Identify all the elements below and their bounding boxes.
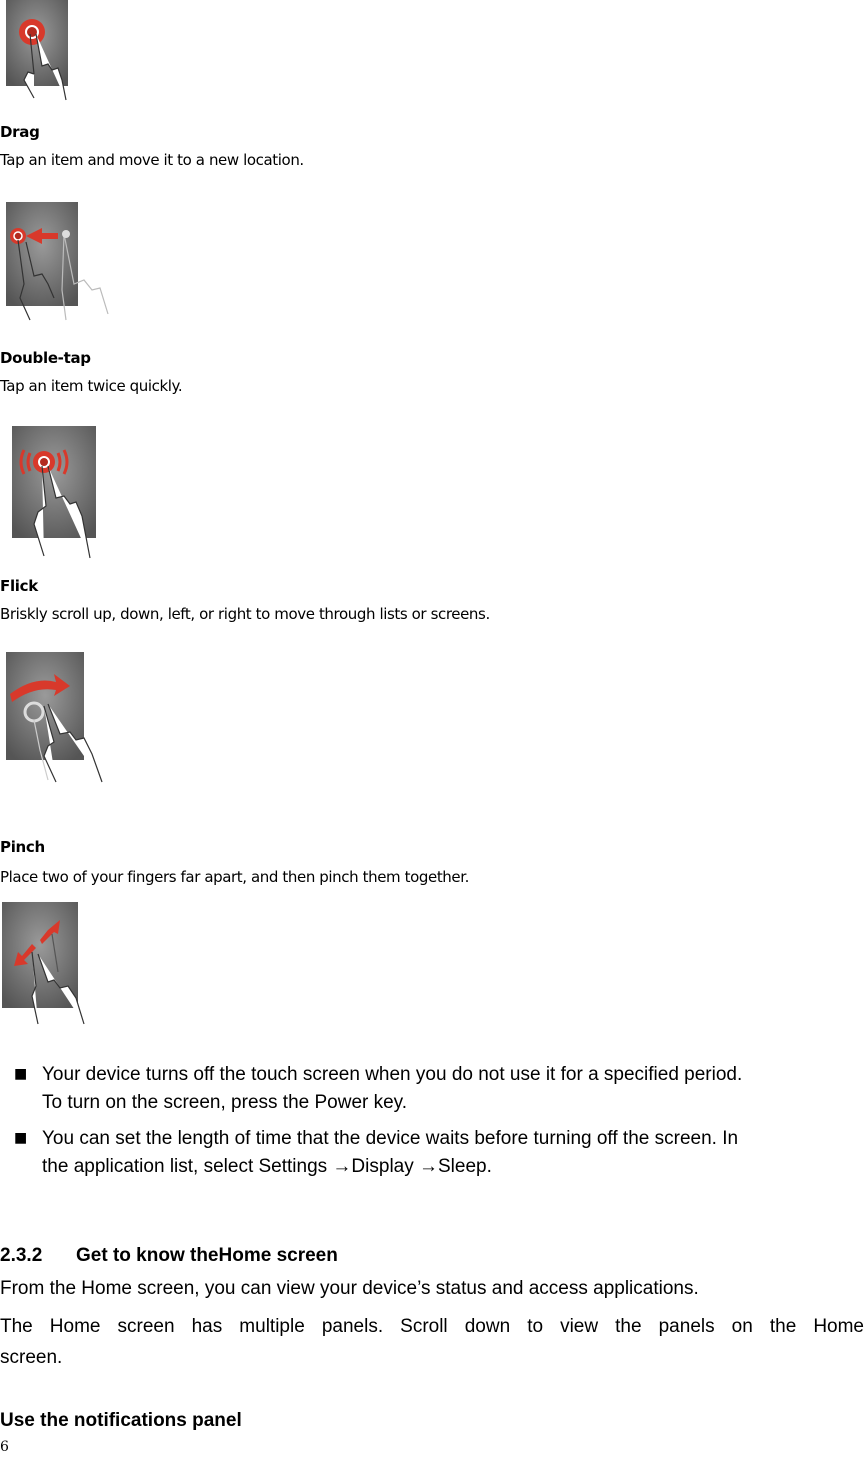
- body-paragraph: From the Home screen, you can view your device’s status and access applications.: [0, 1278, 699, 1299]
- body-paragraph: screen.: [0, 1347, 63, 1368]
- pinch-gesture-image: [2, 896, 102, 1026]
- drag-gesture-image: [4, 194, 116, 326]
- section-number: 2.3.2: [0, 1245, 43, 1266]
- note-line: the application list, select Settings →Display →Sleep.: [42, 1156, 492, 1177]
- note-line: To turn on the screen, press the Power key.: [42, 1092, 408, 1113]
- page-number: 6: [0, 1439, 9, 1455]
- gesture-title: Flick: [0, 577, 38, 595]
- note-line: Your device turns off the touch screen when you do not use it for a specified period.: [42, 1064, 743, 1085]
- body-paragraph: The Home screen has multiple panels. Scroll down to view the panels on the Home: [0, 1316, 864, 1337]
- gesture-description: Place two of your fingers far apart, and then pinch them together.: [0, 868, 469, 886]
- flick-gesture-image: [4, 650, 108, 784]
- gesture-description: Briskly scroll up, down, left, or right to move through lists or screens.: [0, 605, 490, 623]
- note-text: [42, 1061, 862, 1117]
- gesture-title: Pinch: [0, 838, 45, 856]
- gesture-title: Double-tap: [0, 349, 91, 367]
- double-tap-gesture-image: [10, 424, 98, 560]
- note-text: [42, 1125, 862, 1181]
- gesture-description: Tap an item and move it to a new location.: [0, 151, 304, 169]
- bullet-marker: ■: [14, 1130, 28, 1146]
- tap-gesture-image: [4, 0, 74, 104]
- note-line: You can set the length of time that the device waits before turning off the screen. In: [42, 1128, 739, 1149]
- section-title: Get to know theHome screen: [76, 1245, 338, 1266]
- subheading: Use the notifications panel: [0, 1410, 242, 1431]
- bullet-marker: ■: [14, 1066, 28, 1082]
- gesture-title: Drag: [0, 123, 40, 141]
- gesture-description: Tap an item twice quickly.: [0, 377, 183, 395]
